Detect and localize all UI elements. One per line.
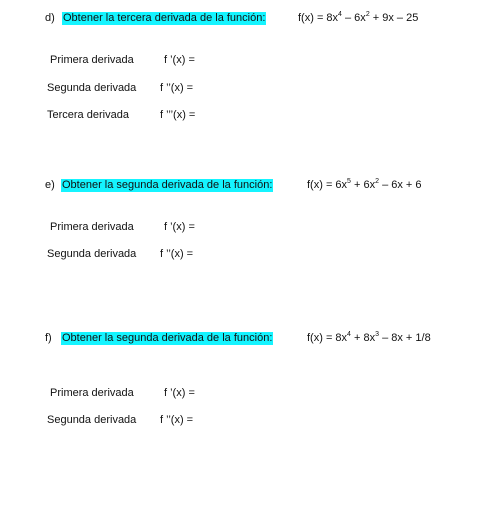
row-label: Segunda derivada [47, 248, 137, 260]
derivative-notation: f ’(x) = [164, 387, 195, 399]
function-formula: $f(x) = 8x^4 - 6x^2 + 9x - 25$ [298, 11, 419, 24]
exercise-letter: d) [45, 12, 55, 24]
derivative-notation: f ’’’(x) = [160, 109, 196, 121]
row-label: Primera derivada [50, 387, 134, 399]
derivative-notation: f ’’(x) = [160, 414, 194, 426]
exercise-instruction: Obtener la segunda derivada de la función: [62, 332, 273, 344]
row-label: Segunda derivada [47, 414, 137, 426]
exercise-letter: f) [45, 332, 52, 344]
derivative-notation: f ’(x) = [164, 54, 195, 66]
exercise-letter: e) [45, 179, 55, 191]
row-label: Segunda derivada [47, 82, 137, 94]
row-label: Primera derivada [50, 221, 134, 233]
row-label: Tercera derivada [47, 109, 129, 121]
row-label: Primera derivada [50, 54, 134, 66]
function-formula: $f(x) = 6x^5 + 6x^2 - 6x + 6$ [307, 178, 422, 191]
function-formula: $f(x) = 8x^4 + 8x^3 - 8x + 1/8$ [307, 331, 431, 344]
derivative-notation: f ’’(x) = [160, 82, 194, 94]
exercise-instruction: Obtener la tercera derivada de la función: [63, 12, 266, 24]
derivative-notation: f ’’(x) = [160, 248, 194, 260]
exercise-instruction: Obtener la segunda derivada de la función: [62, 179, 273, 191]
derivative-notation: f ’(x) = [164, 221, 195, 233]
